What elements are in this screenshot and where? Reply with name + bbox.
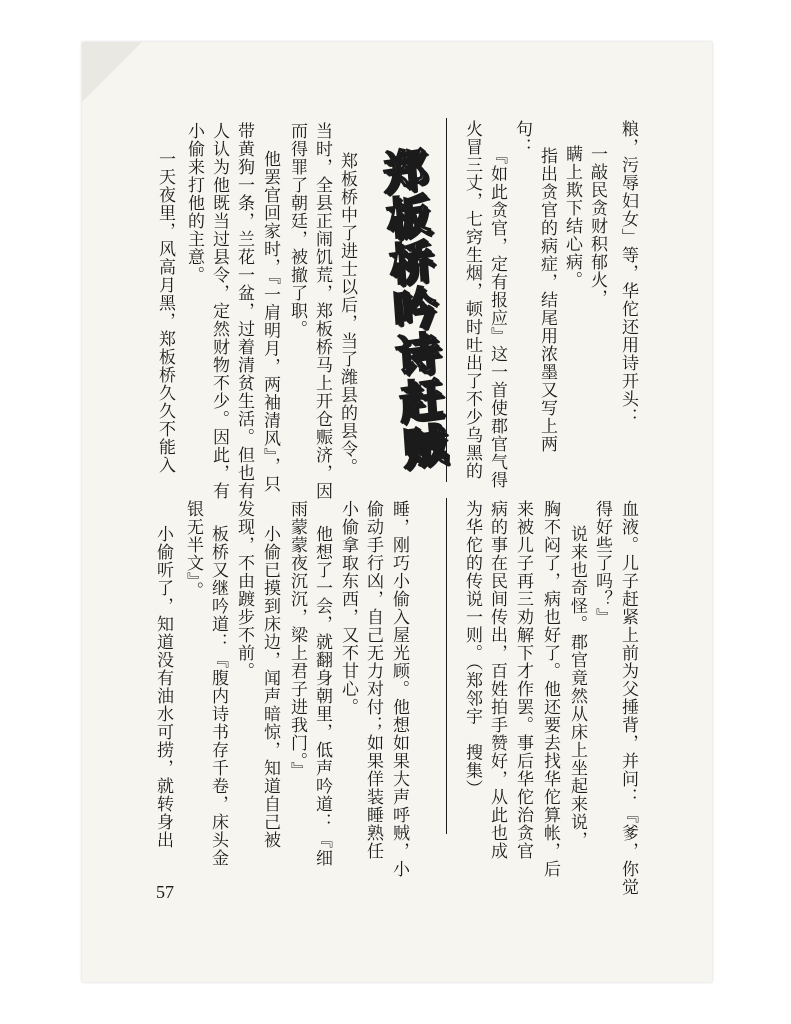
text-column: 胸不闷了，病也好了。他还要去找华佗算帐，后 (540, 500, 560, 878)
text-column: 『如此贪官，定有报应』这一首使郡官气得 (487, 147, 507, 489)
poem-line: 雨蒙蒙夜沉沉，梁上君子进我门。』 (287, 500, 307, 780)
poem-line: 银无半文』。 (183, 500, 203, 600)
text-column: 而得罪了朝廷，被撤了职。 (287, 122, 307, 338)
text-column: 带黄狗一条，兰花一盆，过着清贫生活。但也有 (234, 122, 254, 500)
text-column: 小偷已摸到床边，闻声暗惊，知道自己被 (260, 525, 280, 849)
poem-line: 一敲民贪财积郁火， (587, 145, 607, 307)
text-column: 当时，全县正闹饥荒，郑板桥马上开仓赈济，因 (312, 122, 332, 500)
text-column: 偷动手行凶，自己无力对付；如果佯装睡熟任 (363, 500, 383, 860)
text-column: 他想了一会，就翻身朝里，低声吟道：『细 (312, 525, 332, 867)
author-credit-column: 为华佗的传说一则。（郑邻宇 搜集） (462, 500, 482, 798)
text-column: 一天夜里，风高月黑，郑板桥久久不能入 (155, 150, 175, 474)
text-column: 板桥又继吟道：『腹内诗书存千卷，床头金 (208, 525, 228, 867)
text-column: 小偷拿取东西，又不甘心。 (338, 500, 358, 716)
text-column: 小偷来打他的主意。 (184, 122, 204, 284)
text-column: 说来也奇怪。郡官竟然从床上坐起来说， (567, 525, 587, 849)
text-column: 小偷听了，知道没有油水可捞，就转身出 (153, 525, 173, 849)
text-column: 睡，刚巧小偷入屋光顾。他想如果大声呼贼，小 (389, 500, 409, 878)
article-title: 郑板桥吟诗赶贼 (373, 144, 447, 474)
folded-corner (82, 42, 142, 102)
text-column: 发现，不由踱步不前。 (234, 500, 254, 680)
poem-line: 瞒上欺下结心病。 (562, 145, 582, 289)
text-column: 血液。儿子赶紧上前为父捶背，并问：『爹，你觉 (618, 500, 638, 896)
text-column: 得好些了吗？』 (592, 500, 612, 626)
text-column: 来被儿子再三劝解下才作罢。事后华佗治贪官 (513, 500, 533, 860)
page-number: 57 (156, 882, 174, 902)
text-column: 火冒三丈，七窍生烟，顿时吐出了不少乌黑的 (462, 120, 482, 480)
text-column: 指出贪官的病症，结尾用浓墨又写上两 (537, 147, 557, 453)
text-column: 郑板桥中了进士以后，当了潍县的县令。 (337, 152, 357, 476)
text-column: 人认为他既当过县令，定然财物不少。因此，有 (209, 122, 229, 500)
text-column: 句： (512, 120, 532, 156)
column-divider (446, 498, 447, 834)
text-column: 粮，污辱妇女」等，华佗还用诗开头： (618, 120, 638, 426)
text-column: 他罢官回家时，『一肩明月，两袖清风』，只 (260, 150, 280, 493)
text-column: 病的事在民间传出，百姓拍手赞好，从此也成 (487, 500, 507, 860)
